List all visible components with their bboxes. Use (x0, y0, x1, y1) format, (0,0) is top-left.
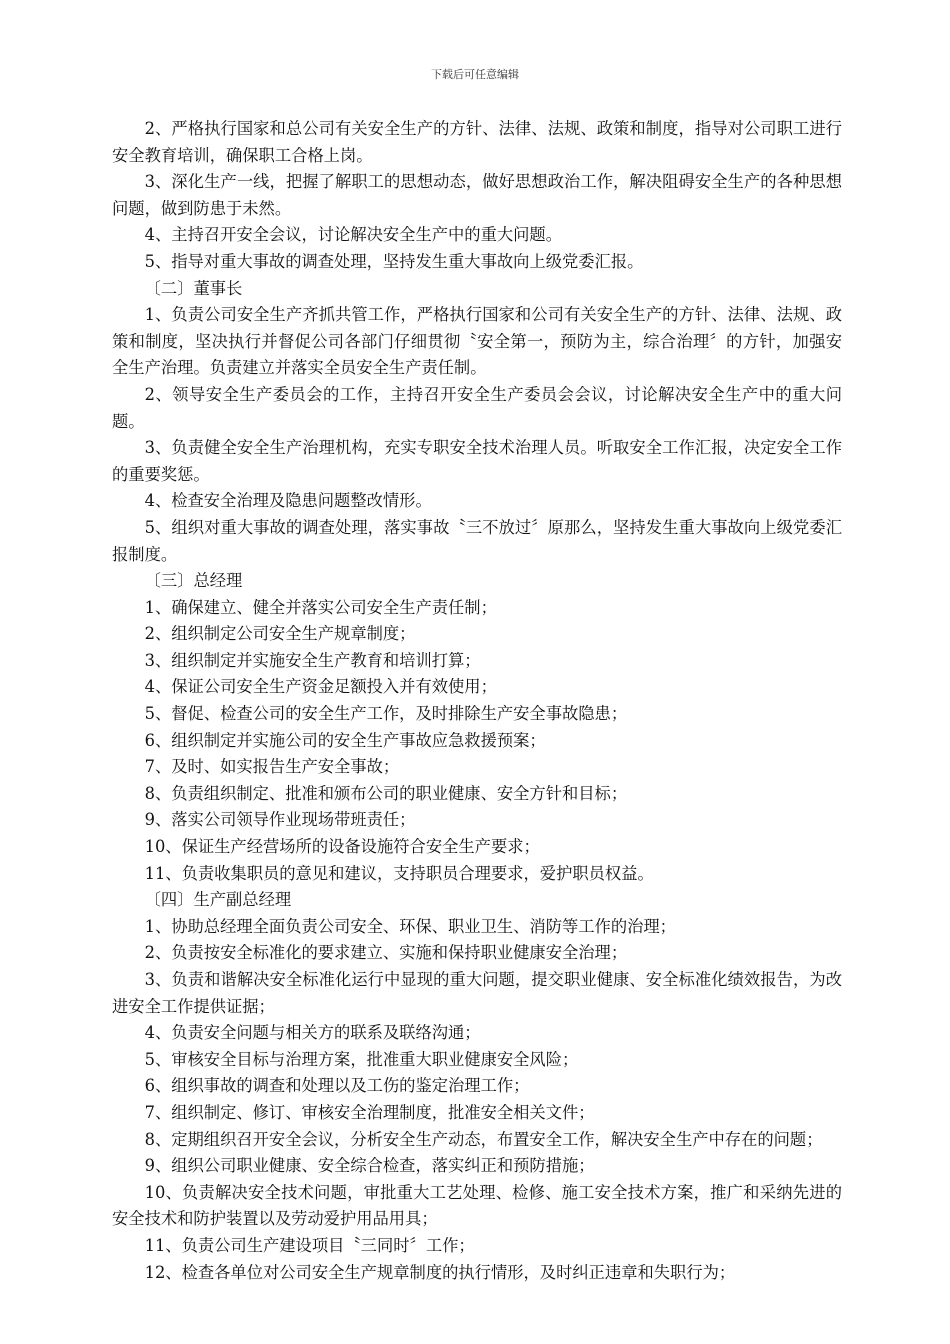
section-heading: 〔三〕总经理 (144, 571, 243, 591)
paragraph: 5、审核安全目标与治理方案，批准重大职业健康安全风险； (144, 1049, 579, 1069)
paragraph: 7、组织制定、修订、审核安全治理制度，批准安全相关文件； (144, 1102, 595, 1122)
paragraph: 9、组织公司职业健康、安全综合检查，落实纠正和预防措施； (144, 1156, 595, 1176)
paragraph: 7、及时、如实报告生产安全事故； (144, 757, 400, 777)
section-heading: 〔四〕生产副总经理 (144, 890, 292, 910)
paragraph: 2、严格执行国家和总公司有关安全生产的方针、法律、法规、政策和制度，指导对公司职工进行安全教育培训，确保职工合格上岗。 (112, 119, 842, 165)
paragraph: 8、定期组织召开安全会议，分析安全生产动态，布置安全工作，解决安全生产中存在的问题； (144, 1129, 823, 1149)
paragraph: 8、负责组织制定、批准和颁布公司的职业健康、安全方针和目标； (144, 783, 628, 803)
paragraph: 4、保证公司安全生产资金足额投入并有效使用； (144, 677, 497, 697)
page-header: 下载后可任意编辑 (431, 68, 519, 81)
paragraph: 1、负责公司安全生产齐抓共管工作，严格执行国家和公司有关安全生产的方针、法律、法规、政策和制度，坚决执行并督促公司各部门仔细贯彻〝安全第一，预防为主，综合治理〞的方针，加强安全生产治理。负责建立并落实全员安全生产责任制。 (112, 305, 842, 378)
paragraph: 2、领导安全生产委员会的工作，主持召开安全生产委员会会议，讨论解决安全生产中的重大问题。 (112, 384, 842, 431)
paragraph: 11、负责收集职员的意见和建议，支持职员合理要求，爱护职员权益。 (144, 863, 654, 883)
paragraph: 4、检查安全治理及隐患问题整改情形。 (144, 491, 432, 511)
paragraph: 10、负责解决安全技术问题，审批重大工艺处理、检修、施工安全技术方案，推广和采纳先进的安全技术和防护装置以及劳动爱护用品用具； (112, 1182, 842, 1229)
document-body (112, 116, 842, 1286)
paragraph: 10、保证生产经营场所的设备设施符合安全生产要求； (144, 837, 540, 857)
paragraph: 11、负责公司生产建设项目〝三同时〞工作； (144, 1235, 475, 1255)
paragraph: 2、组织制定公司安全生产规章制度； (144, 624, 416, 644)
paragraph: 3、深化生产一线，把握了解职工的思想动态，做好思想政治工作，解决阻碍安全生产的各种思想问题，做到防患于未然。 (112, 172, 842, 218)
paragraph: 6、组织制定并实施公司的安全生产事故应急救援预案； (144, 730, 546, 750)
section-heading: 〔二〕董事长 (144, 278, 243, 298)
paragraph: 9、落实公司领导作业现场带班责任； (144, 810, 416, 830)
paragraph: 3、负责健全安全生产治理机构，充实专职安全技术治理人员。听取安全工作汇报，决定安全工作的重要奖惩。 (112, 438, 842, 484)
paragraph: 3、负责和谐解决安全标准化运行中显现的重大问题，提交职业健康、安全标准化绩效报告，为改进安全工作提供证据； (112, 970, 842, 1016)
paragraph: 1、协助总经理全面负责公司安全、环保、职业卫生、消防等工作的治理； (144, 916, 676, 936)
paragraph: 5、督促、检查公司的安全生产工作，及时排除生产安全事故隐患； (144, 704, 628, 724)
paragraph: 5、指导对重大事故的调查处理，坚持发生重大事故向上级党委汇报。 (144, 251, 644, 271)
paragraph: 2、负责按安全标准化的要求建立、实施和保持职业健康安全治理； (144, 943, 628, 963)
paragraph: 5、组织对重大事故的调查处理，落实事故〝三不放过〞原那么，坚持发生重大事故向上级党委汇报制度。 (112, 517, 842, 564)
paragraph: 3、组织制定并实施安全生产教育和培训打算； (144, 650, 481, 670)
paragraph: 1、确保建立、健全并落实公司安全生产责任制； (144, 597, 497, 617)
paragraph: 4、主持召开安全会议，讨论解决安全生产中的重大问题。 (144, 225, 562, 245)
paragraph: 12、检查各单位对公司安全生产规章制度的执行情形，及时纠正违章和失职行为； (144, 1262, 736, 1282)
paragraph: 4、负责安全问题与相关方的联系及联络沟通； (144, 1023, 481, 1043)
paragraph: 6、组织事故的调查和处理以及工伤的鉴定治理工作； (144, 1076, 530, 1096)
